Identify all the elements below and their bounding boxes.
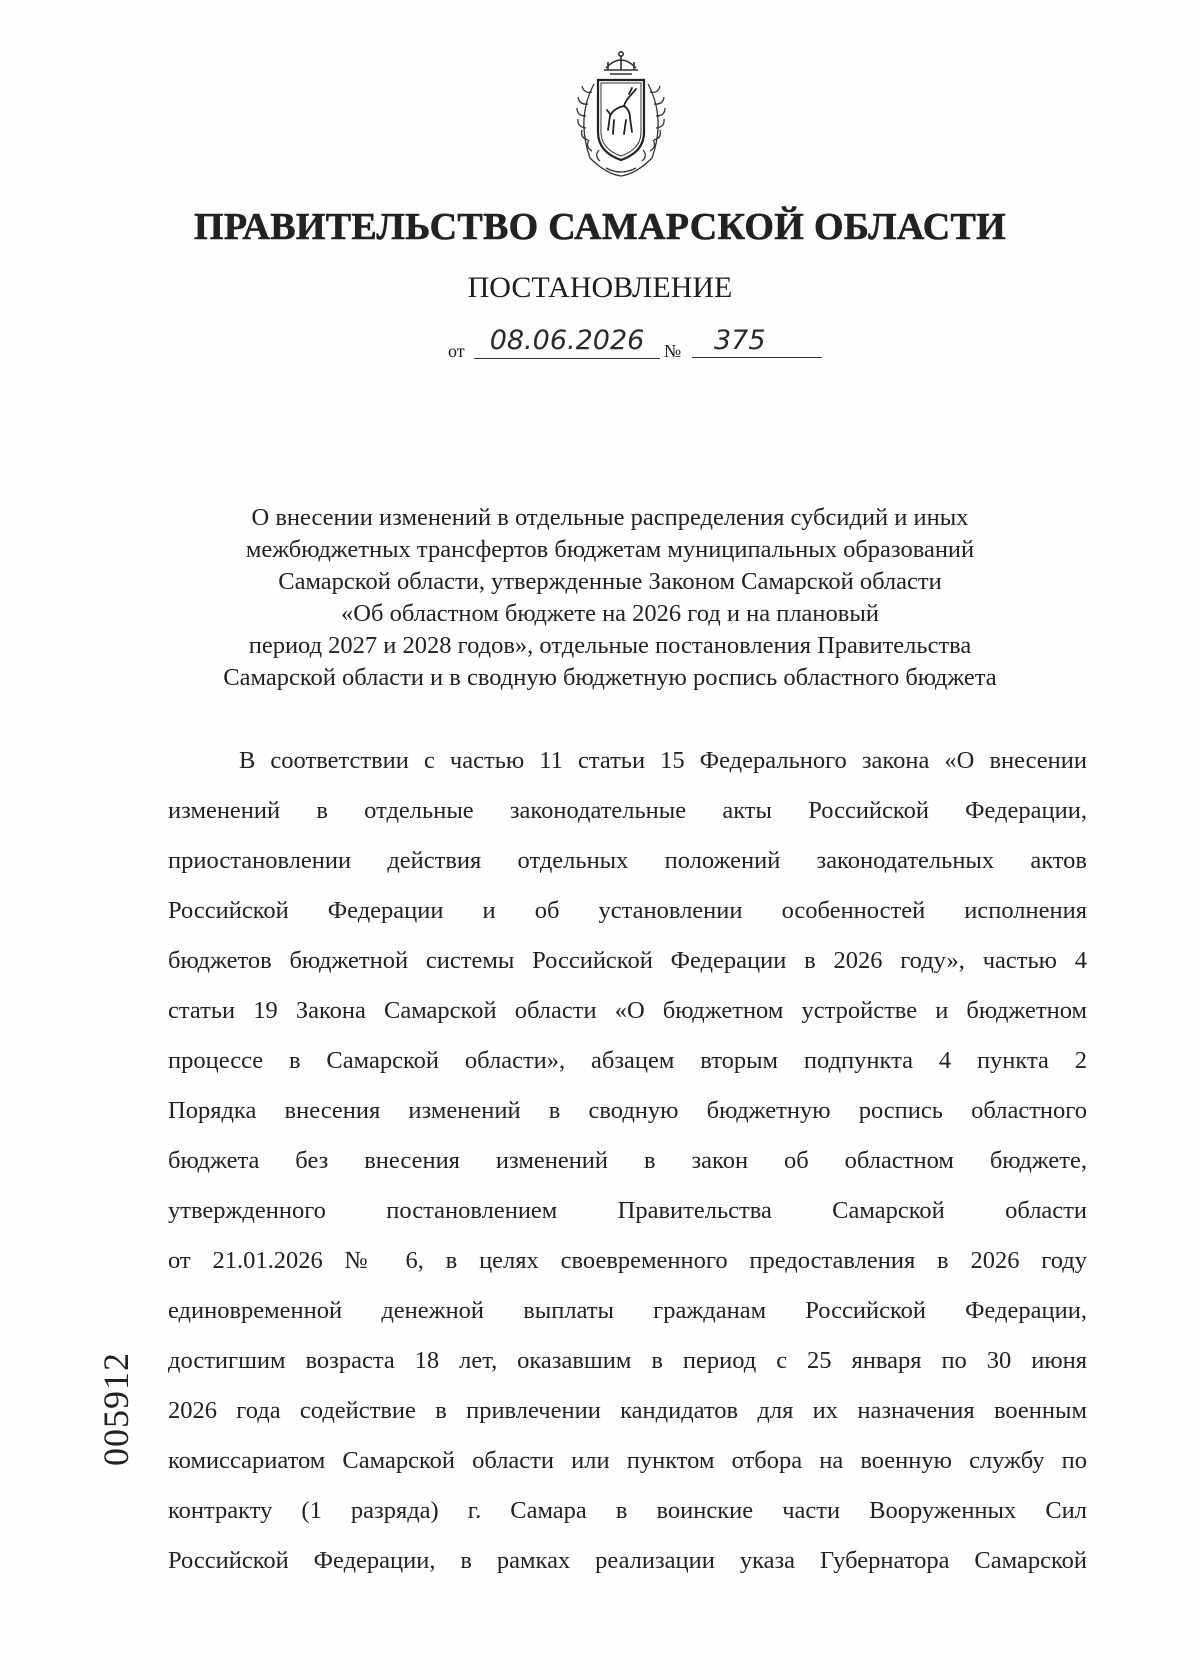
body-line: Порядка внесения изменений в сводную бюджетную роспись областного	[168, 1097, 1087, 1124]
body-line: статьи 19 Закона Самарской области «О бюджетном устройстве и бюджетном	[168, 997, 1087, 1024]
document-body	[168, 736, 1087, 1586]
body-line: от 21.01.2026 № 6, в целях своевременного предоставления в 2026 году	[168, 1247, 1087, 1274]
body-line: единовременной денежной выплаты гражданам Российской Федерации,	[168, 1297, 1087, 1324]
document-type: ПОСТАНОВЛЕНИЕ	[467, 271, 733, 304]
body-line: Российской Федерации и об установлении особенностей исполнения	[168, 897, 1087, 924]
body-line: контракту (1 разряда) г. Самара в воинские части Вооруженных Сил	[168, 1497, 1087, 1524]
document-subject	[150, 502, 1070, 694]
subject-line: Самарской области, утвержденные Законом Самарской области	[278, 568, 942, 595]
body-line: утвержденного постановлением Правительства Самарской области	[168, 1197, 1087, 1224]
body-line: 2026 года содействие в привлечении кандидатов для их назначения военным	[168, 1397, 1087, 1424]
subject-line: О внесении изменений в отдельные распределения субсидий и иных	[251, 504, 969, 531]
body-line: изменений в отдельные законодательные акты Российской Федерации,	[168, 797, 1087, 824]
body-line: бюджета без внесения изменений в закон об областном бюджете,	[168, 1147, 1087, 1174]
body-line: приостановлении действия отдельных положений законодательных актов	[168, 847, 1087, 874]
number-prefix: №	[664, 341, 682, 361]
body-line: бюджетов бюджетной системы Российской Федерации в 2026 году», частью 4	[168, 947, 1087, 974]
body-line: процессе в Самарской области», абзацем вторым подпункта 4 пункта 2	[168, 1047, 1087, 1074]
date-number-line	[448, 324, 828, 364]
subject-line: Самарской области и в сводную бюджетную роспись областного бюджета	[223, 664, 997, 691]
document-number: 375	[692, 324, 822, 358]
date-prefix: от	[448, 341, 465, 361]
registration-number: 005912	[96, 1352, 136, 1466]
body-line: достигшим возраста 18 лет, оказавшим в период с 25 января по 30 июня	[168, 1347, 1087, 1374]
body-line: В соответствии с частью 11 статьи 15 Федерального закона «О внесении	[239, 747, 1087, 774]
subject-line: «Об областном бюджете на 2026 год и на плановый	[341, 600, 879, 627]
government-title: ПРАВИТЕЛЬСТВО САМАРСКОЙ ОБЛАСТИ	[193, 206, 1006, 248]
document-date: 08.06.2026	[474, 324, 660, 359]
body-line: Российской Федерации, в рамках реализации указа Губернатора Самарской	[168, 1547, 1087, 1574]
subject-line: межбюджетных трансфертов бюджетам муниципальных образований	[245, 536, 975, 563]
subject-line: период 2027 и 2028 годов», отдельные постановления Правительства	[248, 632, 972, 659]
samara-coat-of-arms-icon	[566, 48, 676, 180]
body-line: комиссариатом Самарской области или пунктом отбора на военную службу по	[168, 1447, 1087, 1474]
